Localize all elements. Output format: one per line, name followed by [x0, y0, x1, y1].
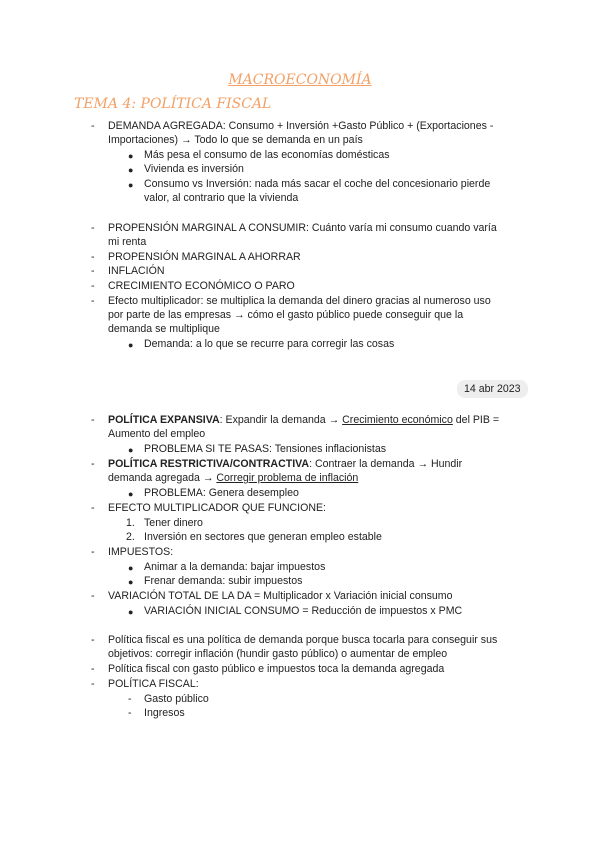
- bullet-marker: ●: [128, 607, 134, 617]
- bullet-marker: ●: [128, 577, 134, 587]
- sub-item-vivienda: Vivienda es inversión: [144, 163, 244, 175]
- dash-marker: -: [91, 678, 95, 690]
- item-inflacion: INFLACIÓN: [108, 265, 165, 277]
- item-demanda-agregada-line2: Importaciones) → Todo lo que se demanda en un país: [108, 134, 363, 146]
- dash-marker: -: [91, 502, 95, 514]
- bullet-marker: ●: [128, 489, 134, 499]
- expansiva-bold: POLÍTICA EXPANSIVA: [108, 414, 220, 426]
- dash-marker: -: [91, 265, 95, 277]
- bullet-marker: ●: [128, 340, 134, 350]
- sub-item-consumo-vs-inversion-line1: Consumo vs Inversión: nada más sacar el coche del concesionario pierde: [144, 178, 491, 190]
- dash-marker: -: [91, 251, 95, 263]
- item-politica-expansiva-line1: [108, 413, 499, 427]
- item-politica-fiscal-demanda-line1: Política fiscal es una política de demanda porque busca tocarla para conseguir sus: [108, 634, 498, 646]
- sub-item-variacion-inicial: VARIACIÓN INICIAL CONSUMO = Reducción de impuestos x PMC: [144, 605, 463, 617]
- dash-marker: -: [128, 693, 132, 705]
- bullet-marker: ●: [128, 151, 134, 161]
- page-title: MACROECONOMÍA: [228, 72, 372, 88]
- item-pmc-line2: mi renta: [108, 236, 147, 248]
- item-variacion-total: VARIACIÓN TOTAL DE LA DA = Multiplicador x Variación inicial consumo: [108, 590, 453, 602]
- expansiva-tail: del PIB =: [452, 414, 500, 426]
- number-marker: 2.: [126, 531, 135, 543]
- item-efecto-multiplicador-line2: por parte de las empresas → cómo el gasto público puede conseguir que la: [108, 309, 464, 321]
- numbered-item-inversion: Inversión en sectores que generan empleo estable: [144, 531, 382, 543]
- item-efecto-multiplicador-line3: demanda se multiplique: [108, 323, 220, 335]
- item-impuestos: IMPUESTOS:: [108, 546, 174, 558]
- item-efecto-multiplicador-line1: Efecto multiplicador: se multiplica la demanda del dinero gracias al numeroso uso: [108, 295, 491, 307]
- bullet-marker: ●: [128, 445, 134, 455]
- item-politica-fiscal-gasto: Política fiscal con gasto público e impuestos toca la demanda agregada: [108, 663, 445, 675]
- sub-item-ingresos: Ingresos: [144, 707, 185, 719]
- bullet-marker: ●: [128, 563, 134, 573]
- sub-item-consumo-vs-inversion-line2: valor, al contrario que la vivienda: [144, 192, 299, 204]
- expansiva-text: : Expandir la demanda →: [219, 414, 343, 426]
- bullet-marker: ●: [128, 180, 134, 190]
- sub-item-consumo: Más pesa el consumo de las economías domésticas: [144, 149, 390, 161]
- item-efecto-multiplicador-funcione: EFECTO MULTIPLICADOR QUE FUNCIONE:: [108, 502, 326, 514]
- sub-item-frenar-demanda: Frenar demanda: subir impuestos: [144, 575, 303, 587]
- item-politica-restrictiva-line1: [108, 457, 462, 471]
- numbered-item-tener-dinero: Tener dinero: [144, 517, 203, 529]
- dash-marker: -: [91, 590, 95, 602]
- item-pmc-line1: PROPENSIÓN MARGINAL A CONSUMIR: Cuánto varía mi consumo cuando varía: [108, 222, 497, 234]
- bullet-marker: ●: [128, 165, 134, 175]
- dash-marker: -: [91, 546, 95, 558]
- sub-item-problema-restrictiva: PROBLEMA: Genera desempleo: [144, 487, 299, 499]
- dash-marker: -: [91, 222, 95, 234]
- date-chip[interactable]: 14 abr 2023: [457, 380, 528, 398]
- dash-marker: -: [91, 458, 95, 470]
- item-politica-fiscal-heading: POLÍTICA FISCAL:: [108, 678, 199, 690]
- restrictiva-line2-text: demanda agregada →: [108, 472, 217, 484]
- sub-item-animar-demanda: Animar a la demanda: bajar impuestos: [144, 561, 326, 573]
- item-demanda-agregada-line1: DEMANDA AGREGADA: Consumo + Inversión +Gasto Público + (Exportaciones -: [108, 120, 494, 132]
- sub-item-demanda: Demanda: a lo que se recurre para corregir las cosas: [144, 338, 395, 350]
- expansiva-underline: Crecimiento económico: [342, 414, 453, 426]
- restrictiva-text: : Contraer la demanda → Hundir: [309, 458, 463, 470]
- dash-marker: -: [91, 295, 95, 307]
- sub-item-problema-expansiva: PROBLEMA SI TE PASAS: Tensiones inflacionistas: [144, 443, 387, 455]
- restrictiva-bold: POLÍTICA RESTRICTIVA/CONTRACTIVA: [108, 458, 310, 470]
- sub-item-gasto-publico: Gasto público: [144, 693, 209, 705]
- item-politica-expansiva-line2: Aumento del empleo: [108, 428, 206, 440]
- item-politica-fiscal-demanda-line2: objetivos: corregir inflación (hundir gasto público) o aumentar de empleo: [108, 648, 448, 660]
- dash-marker: -: [91, 120, 95, 132]
- dash-marker: -: [91, 634, 95, 646]
- number-marker: 1.: [126, 517, 135, 529]
- dash-marker: -: [91, 280, 95, 292]
- item-politica-restrictiva-line2: [108, 471, 358, 485]
- item-pma: PROPENSIÓN MARGINAL A AHORRAR: [108, 251, 301, 263]
- dash-marker: -: [91, 414, 95, 426]
- dash-marker: -: [91, 663, 95, 675]
- item-crecimiento: CRECIMIENTO ECONÓMICO O PARO: [108, 280, 295, 292]
- dash-marker: -: [128, 707, 132, 719]
- tema-heading: TEMA 4: POLÍTICA FISCAL: [74, 96, 272, 112]
- restrictiva-underline: Corregir problema de inflación: [216, 472, 359, 484]
